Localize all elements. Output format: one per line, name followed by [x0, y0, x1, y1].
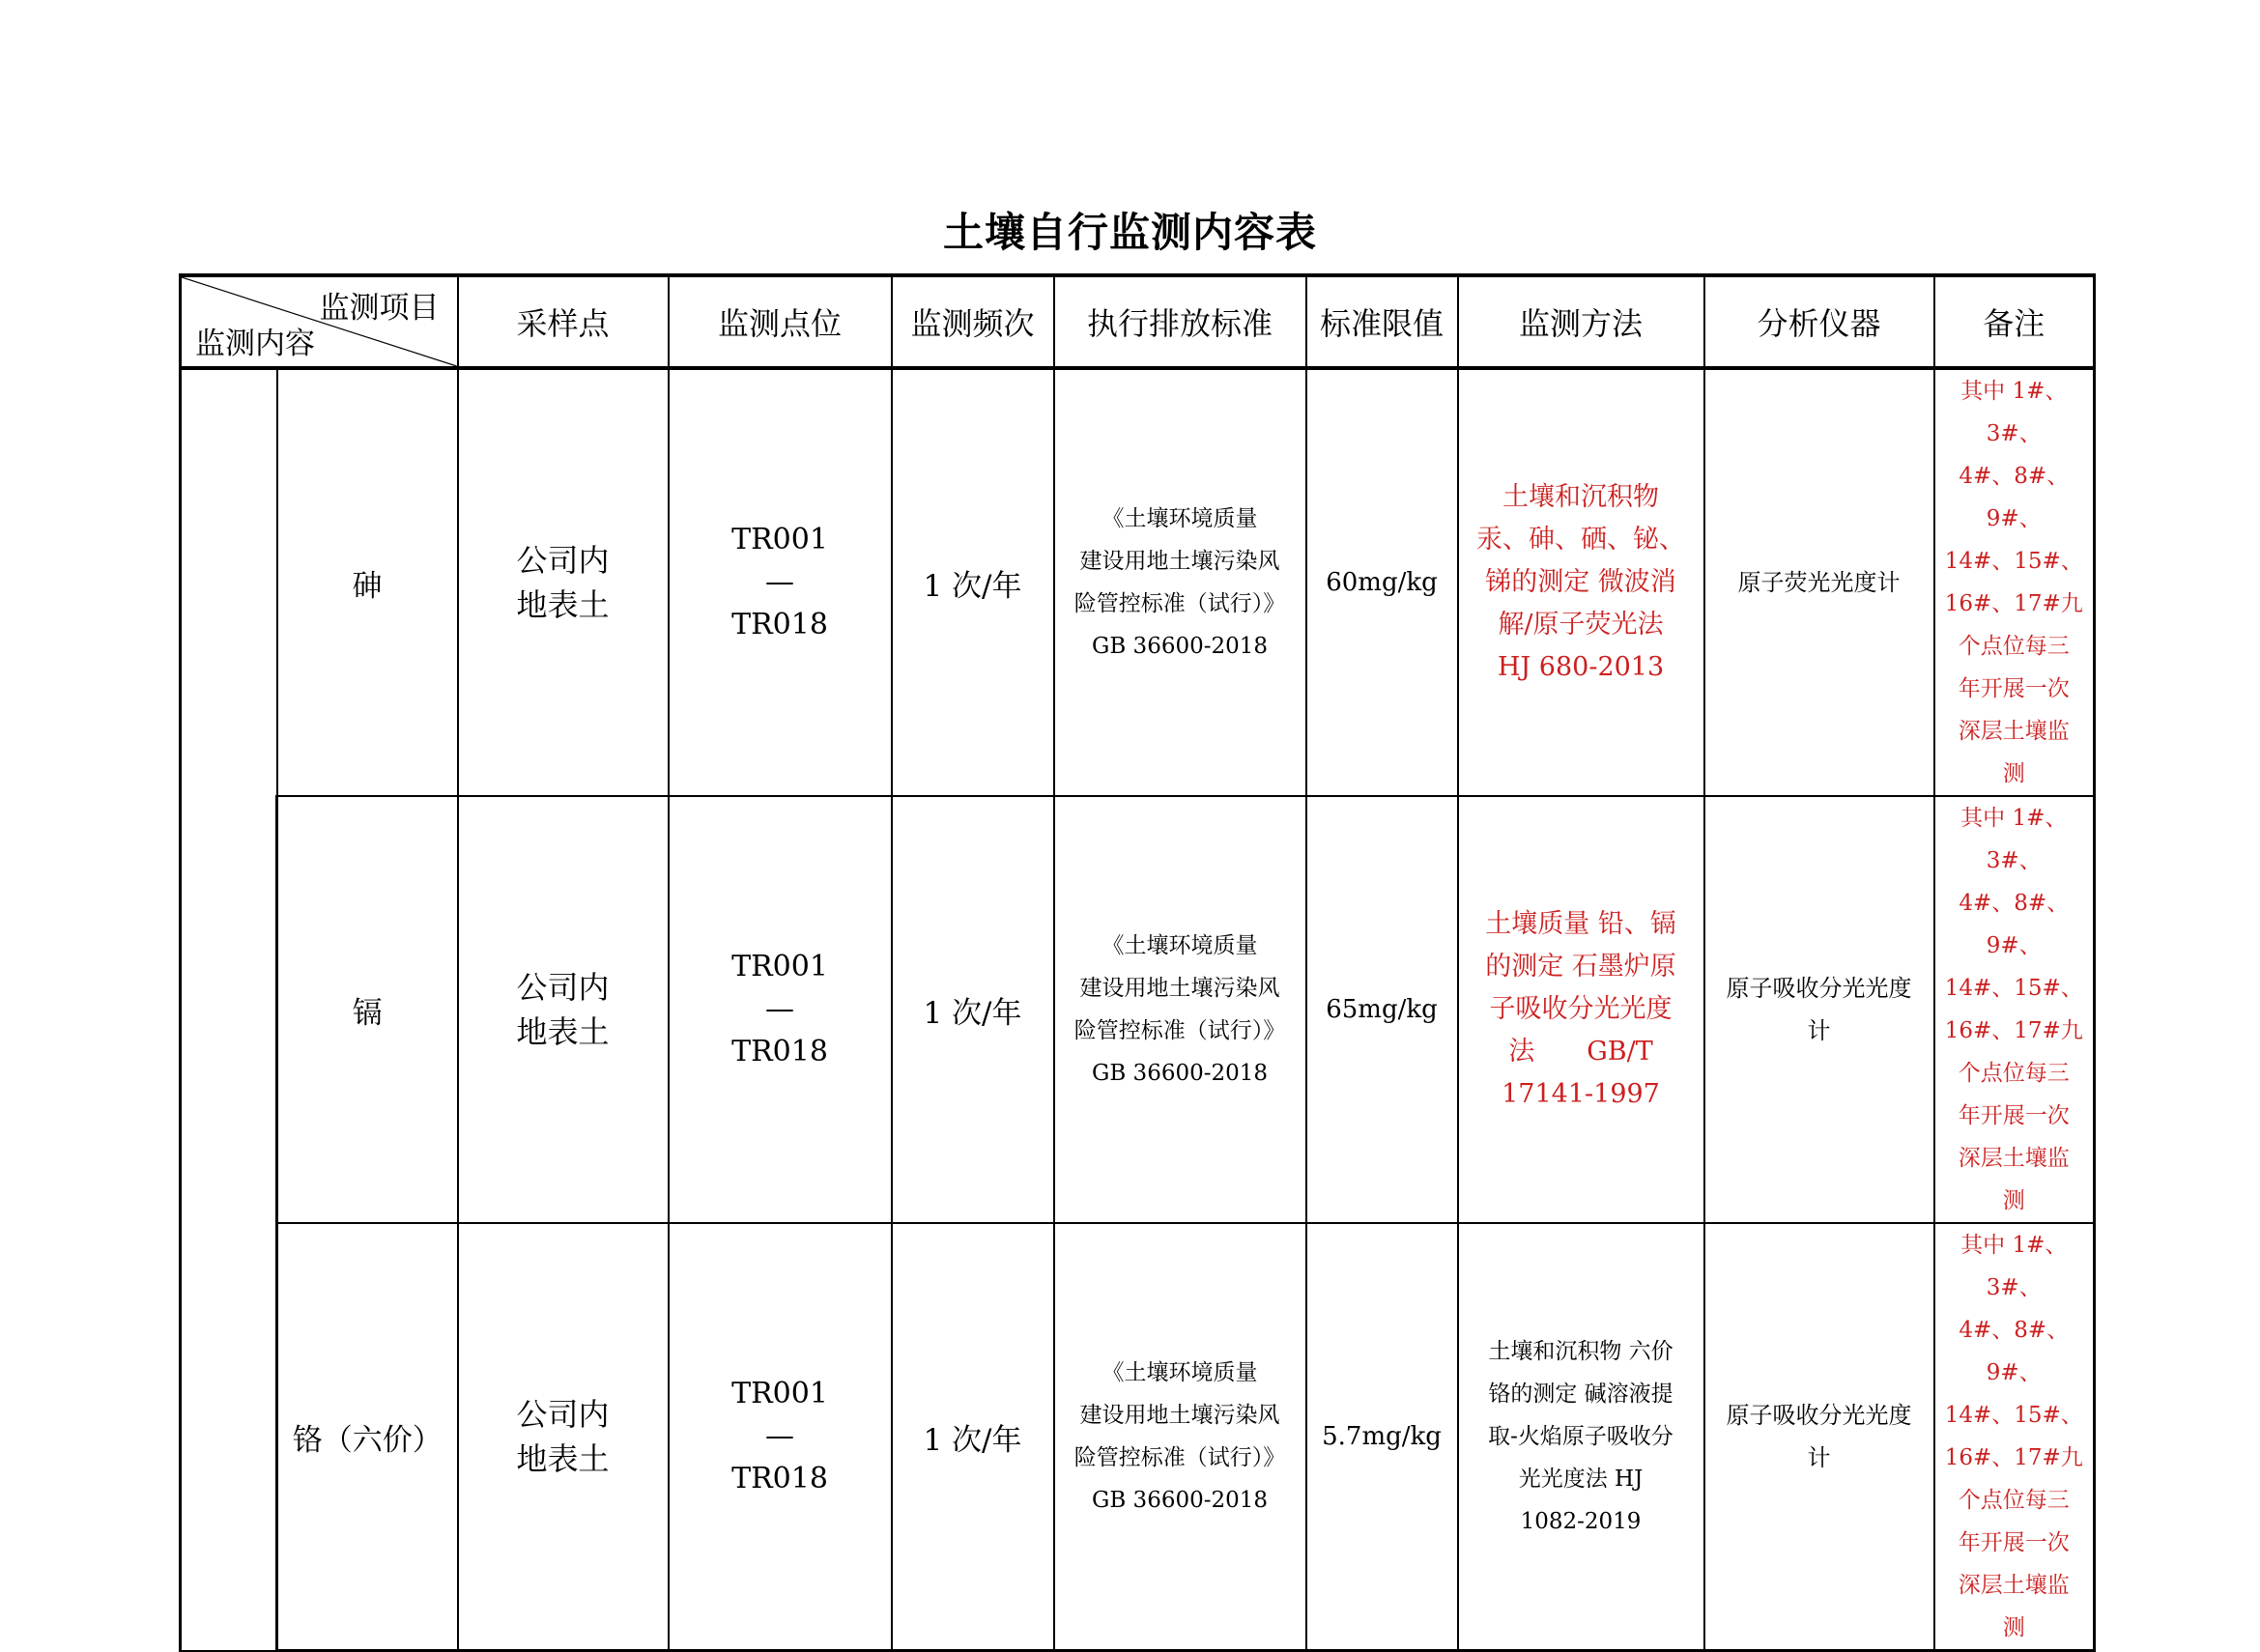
instrument-cell: 原子吸收分光光度 计 — [1704, 796, 1934, 1223]
table-header-row — [181, 275, 2095, 368]
header-monitoring-item: 监测项目 — [319, 291, 440, 326]
header-limit: 标准限值 — [1306, 275, 1458, 368]
limit-cell: 60mg/kg — [1306, 368, 1458, 796]
header-monitoring-content: 监测内容 — [195, 327, 315, 361]
note-cell: 其中 1#、3#、 4#、8#、9#、 14#、15#、 16#、17#九 个点位每三 年开展一次 深层土壤监 测 — [1934, 1223, 2095, 1651]
note-cell: 其中 1#、3#、 4#、8#、9#、 14#、15#、 16#、17#九 个点位每三 年开展一次 深层土壤监 测 — [1934, 368, 2095, 796]
frequency-cell: 1 次/年 — [892, 1223, 1054, 1651]
item-cell: 砷 — [277, 368, 458, 796]
item-cell: 铬（六价） — [277, 1223, 458, 1651]
standard-cell: 《土壤环境质量 建设用地土壤污染风 险管控标准（试行）》 GB 36600-2018 — [1054, 796, 1306, 1223]
header-sampling-site: 采样点 — [458, 275, 669, 368]
note-cell: 其中 1#、3#、 4#、8#、9#、 14#、15#、 16#、17#九 个点位每三 年开展一次 深层土壤监 测 — [1934, 796, 2095, 1223]
table-row — [181, 368, 2095, 796]
standard-cell: 《土壤环境质量 建设用地土壤污染风 险管控标准（试行）》 GB 36600-2018 — [1054, 1223, 1306, 1651]
method-cell: 土壤和沉积物 汞、砷、硒、铋、 锑的测定 微波消 解/原子荧光法 HJ 680-2013 — [1458, 368, 1704, 796]
frequency-cell: 1 次/年 — [892, 368, 1054, 796]
header-instrument: 分析仪器 — [1704, 275, 1934, 368]
category-cell — [181, 368, 277, 1651]
header-note: 备注 — [1934, 275, 2095, 368]
standard-cell: 《土壤环境质量 建设用地土壤污染风 险管控标准（试行）》 GB 36600-2018 — [1054, 368, 1306, 796]
header-diagonal-cell — [181, 275, 458, 368]
site-cell: 公司内 地表土 — [458, 1223, 669, 1651]
limit-cell: 5.7mg/kg — [1306, 1223, 1458, 1651]
point-cell: TR001 — TR018 — [669, 796, 892, 1223]
instrument-cell: 原子荧光光度计 — [1704, 368, 1934, 796]
point-cell: TR001 — TR018 — [669, 368, 892, 796]
header-frequency: 监测频次 — [892, 275, 1054, 368]
header-method: 监测方法 — [1458, 275, 1704, 368]
method-cell: 土壤和沉积物 六价 铬的测定 碱溶液提 取-火焰原子吸收分 光光度法 HJ 1082-2019 — [1458, 1223, 1704, 1651]
monitoring-table — [179, 273, 2096, 1652]
point-cell: TR001 — TR018 — [669, 1223, 892, 1651]
method-cell: 土壤质量 铅、镉 的测定 石墨炉原 子吸收分光光度 法 GB/T 17141-1997 — [1458, 796, 1704, 1223]
site-cell: 公司内 地表土 — [458, 368, 669, 796]
limit-cell: 65mg/kg — [1306, 796, 1458, 1223]
frequency-cell: 1 次/年 — [892, 796, 1054, 1223]
instrument-cell: 原子吸收分光光度 计 — [1704, 1223, 1934, 1651]
table-row — [181, 796, 2095, 1223]
site-cell: 公司内 地表土 — [458, 796, 669, 1223]
header-standard: 执行排放标准 — [1054, 275, 1306, 368]
header-monitoring-point: 监测点位 — [669, 275, 892, 368]
item-cell: 镉 — [277, 796, 458, 1223]
page-title: 土壤自行监测内容表 — [942, 209, 1317, 256]
table-row — [181, 1223, 2095, 1651]
